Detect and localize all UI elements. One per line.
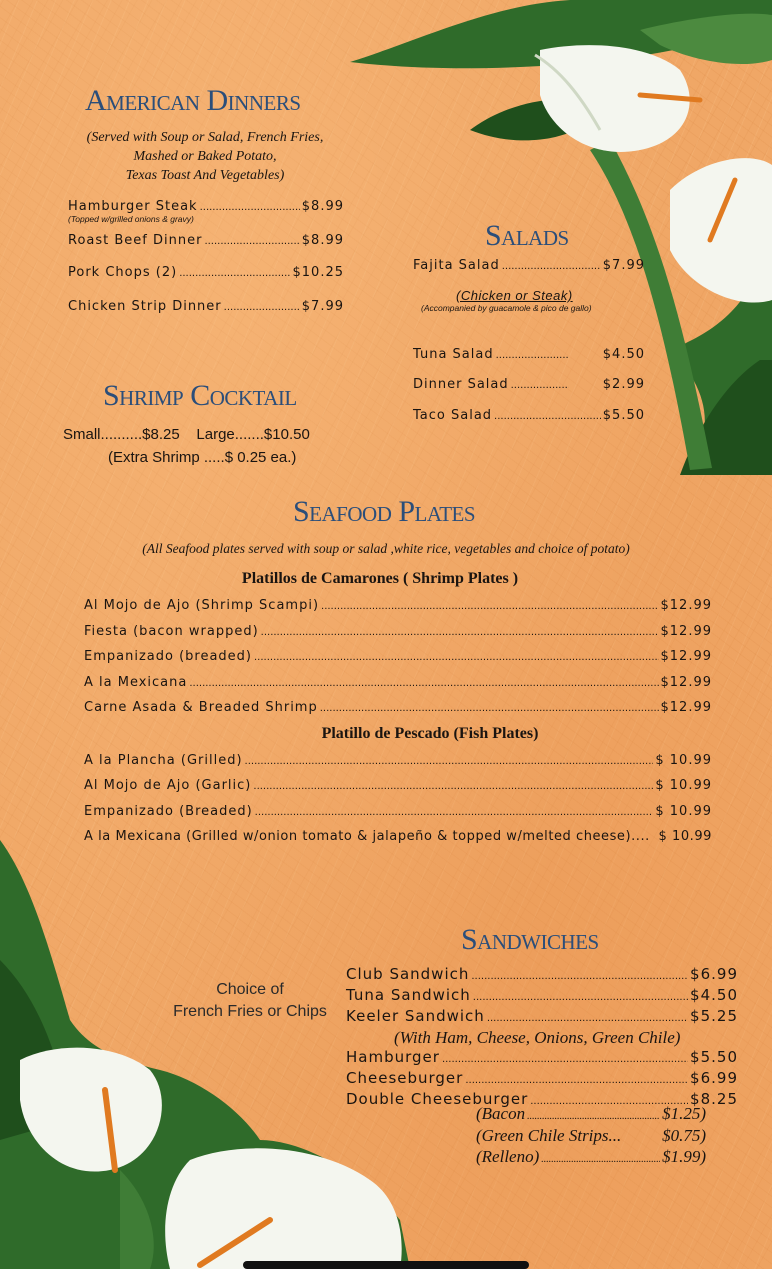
item-name: A la Mexicana (Grilled w/onion tomato & jalapeño & topped w/melted cheese)....: [84, 829, 650, 844]
menu-item: [84, 753, 712, 768]
fajita-note: (Accompanied by guacamole & pico de gallo): [421, 303, 592, 313]
item-price: $12.99: [660, 624, 712, 639]
item-price: $ 10.99: [658, 829, 712, 844]
item-price: $5.25: [690, 1007, 738, 1025]
home-indicator[interactable]: [243, 1261, 529, 1269]
item-name: Al Mojo de Ajo (Shrimp Scampi): [84, 598, 320, 613]
item-price: $ 10.99: [655, 778, 712, 793]
item-name: Cheeseburger: [346, 1069, 464, 1087]
item-price: $6.99: [690, 1069, 738, 1087]
item-name: Carne Asada & Breaded Shrimp: [84, 700, 318, 715]
extra-name: (Relleno): [476, 1147, 540, 1166]
menu-item: [84, 700, 712, 715]
item-name: Club Sandwich: [346, 965, 470, 983]
item-name: Keeler Sandwich: [346, 1007, 485, 1025]
item-price: $12.99: [660, 700, 712, 715]
item-price: $7.99: [602, 258, 645, 273]
item-name: Empanizado (breaded): [84, 649, 252, 664]
item-price: $12.99: [660, 598, 712, 613]
extra-price: $1.99): [662, 1147, 706, 1166]
american-dinners-title: American Dinners: [85, 84, 301, 117]
item-price: $12.99: [660, 675, 712, 690]
menu-item: [68, 233, 344, 248]
item-price: $4.50: [602, 347, 645, 362]
menu-item: [413, 408, 645, 423]
item-name: Fajita Salad: [413, 258, 500, 273]
american-dinners-note: (Served with Soup or Salad, French Fries, Mashed or Baked Potato, Texas Toast And Vegetables): [86, 130, 324, 183]
item-name: Fiesta (bacon wrapped): [84, 624, 259, 639]
item-name: Hamburger Steak: [68, 199, 198, 214]
menu-item: [346, 986, 738, 1004]
menu-item: [346, 1069, 738, 1087]
item-price: $5.50: [602, 408, 645, 423]
item-price: $5.50: [690, 1048, 738, 1066]
shrimp-cocktail-sizes: Small..........$8.25 Large.......$10.50: [63, 426, 310, 443]
item-name: Double Cheeseburger: [346, 1090, 529, 1108]
item-name: Taco Salad: [413, 408, 493, 423]
fajita-option: (Chicken or Steak): [456, 288, 573, 303]
seafood-plates-note: (All Seafood plates served with soup or salad ,white rice, vegetables and choice of potato): [142, 541, 630, 556]
extra-price: $0.75): [662, 1126, 706, 1145]
extra-name: (Bacon: [476, 1104, 526, 1123]
menu-item: [346, 965, 738, 983]
extra-price: $1.25): [662, 1104, 706, 1123]
menu-item: [413, 377, 645, 392]
menu-item: [84, 778, 712, 793]
shrimp-plates-heading: Platillos de Camarones ( Shrimp Plates ): [241, 570, 519, 587]
menu-item: [68, 265, 344, 280]
fish-plates-heading: Platillo de Pescado (Fish Plates): [321, 725, 539, 742]
item-name: Chicken Strip Dinner: [68, 299, 222, 314]
item-price: $8.99: [301, 199, 344, 214]
menu-item: [413, 347, 645, 362]
extra-name: (Green Chile Strips...: [476, 1126, 622, 1145]
shrimp-cocktail-extra: (Extra Shrimp .....$ 0.25 ea.): [108, 449, 297, 466]
item-price: $ 10.99: [655, 804, 712, 819]
item-name: Pork Chops (2): [68, 265, 178, 280]
item-price: $ 10.99: [655, 753, 712, 768]
menu-item: [84, 804, 712, 819]
sandwich-extra: [476, 1126, 706, 1146]
item-name: Hamburger: [346, 1048, 440, 1066]
item-price: $4.50: [690, 986, 738, 1004]
salads-title: Salads: [485, 219, 569, 252]
menu-item: [346, 1007, 738, 1025]
item-price: $10.25: [292, 265, 344, 280]
menu-item: [84, 598, 712, 613]
item-name: Roast Beef Dinner: [68, 233, 203, 248]
item-name: Al Mojo de Ajo (Garlic): [84, 778, 252, 793]
item-note: (Topped w/grilled onions & gravy): [68, 214, 194, 224]
keeler-note: (With Ham, Cheese, Onions, Green Chile): [394, 1028, 681, 1047]
shrimp-cocktail-title: Shrimp Cocktail: [103, 379, 297, 412]
sandwich-extra: [476, 1147, 706, 1167]
item-price: $12.99: [660, 649, 712, 664]
menu-item: [84, 675, 712, 690]
item-name: Empanizado (Breaded): [84, 804, 253, 819]
sandwiches-title: Sandwiches: [461, 923, 599, 956]
menu-item: [413, 258, 645, 273]
item-price: $8.99: [301, 233, 344, 248]
item-name: Dinner Salad: [413, 377, 509, 392]
item-name: A la Plancha (Grilled): [84, 753, 243, 768]
item-price: $2.99: [602, 377, 645, 392]
menu-item: [84, 829, 712, 844]
item-name: Tuna Sandwich: [346, 986, 471, 1004]
menu-item: [68, 199, 344, 214]
sandwich-side-choice: Choice of French Fries or Chips: [173, 981, 327, 1020]
seafood-plates-title: Seafood Plates: [293, 495, 476, 528]
menu-item: [346, 1048, 738, 1066]
item-price: $8.25: [690, 1090, 738, 1108]
menu-item: [84, 649, 712, 664]
item-name: A la Mexicana: [84, 675, 188, 690]
menu-item: [84, 624, 712, 639]
item-name: Tuna Salad: [413, 347, 494, 362]
menu-item: [68, 299, 344, 314]
item-price: $7.99: [301, 299, 344, 314]
item-price: $6.99: [690, 965, 738, 983]
sandwich-extra: [476, 1104, 706, 1124]
